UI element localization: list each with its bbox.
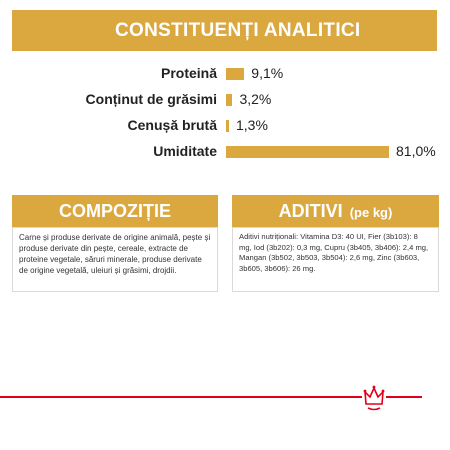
- chart-row: [0, 140, 450, 162]
- chart-bar: [226, 120, 229, 132]
- chart-category-label: Umiditate: [153, 143, 217, 159]
- chart-row: [0, 114, 450, 136]
- additives-box: [232, 227, 439, 292]
- chart-category-label: Conținut de grăsimi: [85, 91, 217, 107]
- composition-header: [12, 195, 218, 227]
- composition-box: [12, 227, 218, 292]
- royal-canin-crown-logo-icon: [362, 384, 386, 412]
- footer-red-line-left: [0, 396, 362, 398]
- chart-bar: [226, 146, 389, 158]
- chart-row: [0, 88, 450, 110]
- chart-category-label: Proteină: [160, 65, 217, 81]
- composition-text: Carne și produse derivate de origine animală, pește și produse derivate din pește, cereale, extracte de proteine vegetale, săruri minerale, produse derivate de origine vegetală, uleiuri și grăsimi, drojdii.: [19, 233, 211, 275]
- chart-value-label: 81,0%: [396, 143, 436, 159]
- chart-value-label: 3,2%: [239, 91, 272, 107]
- analytical-constituents-title: CONSTITUENȚI ANALITICI: [115, 20, 361, 41]
- chart-category-label: Cenușă brută: [127, 117, 217, 133]
- chart-bar: [226, 68, 244, 80]
- chart-value-label: 9,1%: [251, 65, 284, 81]
- footer-red-line-right: [386, 396, 422, 398]
- additives-header: [232, 195, 439, 227]
- additives-text: Aditivi nutriționali: Vitamina D3: 40 UI, Fier (3b103): 8 mg, Iod (3b202): 0,3 mg, Cupru (3b405, 3b406): 2,4 mg, Mangan (3b502, 3b503, 3b504): 2,6 mg, Zinc (3b603, 3b605, 3b606): 26 mg.: [239, 232, 429, 273]
- analytical-constituents-header: [12, 10, 437, 51]
- additives-title: ADITIVI: [278, 201, 343, 221]
- chart-row: [0, 62, 450, 84]
- chart-bar: [226, 94, 232, 106]
- composition-title: COMPOZIȚIE: [59, 201, 171, 221]
- additives-unit: (pe kg): [349, 205, 393, 220]
- chart-value-label: 1,3%: [236, 117, 268, 133]
